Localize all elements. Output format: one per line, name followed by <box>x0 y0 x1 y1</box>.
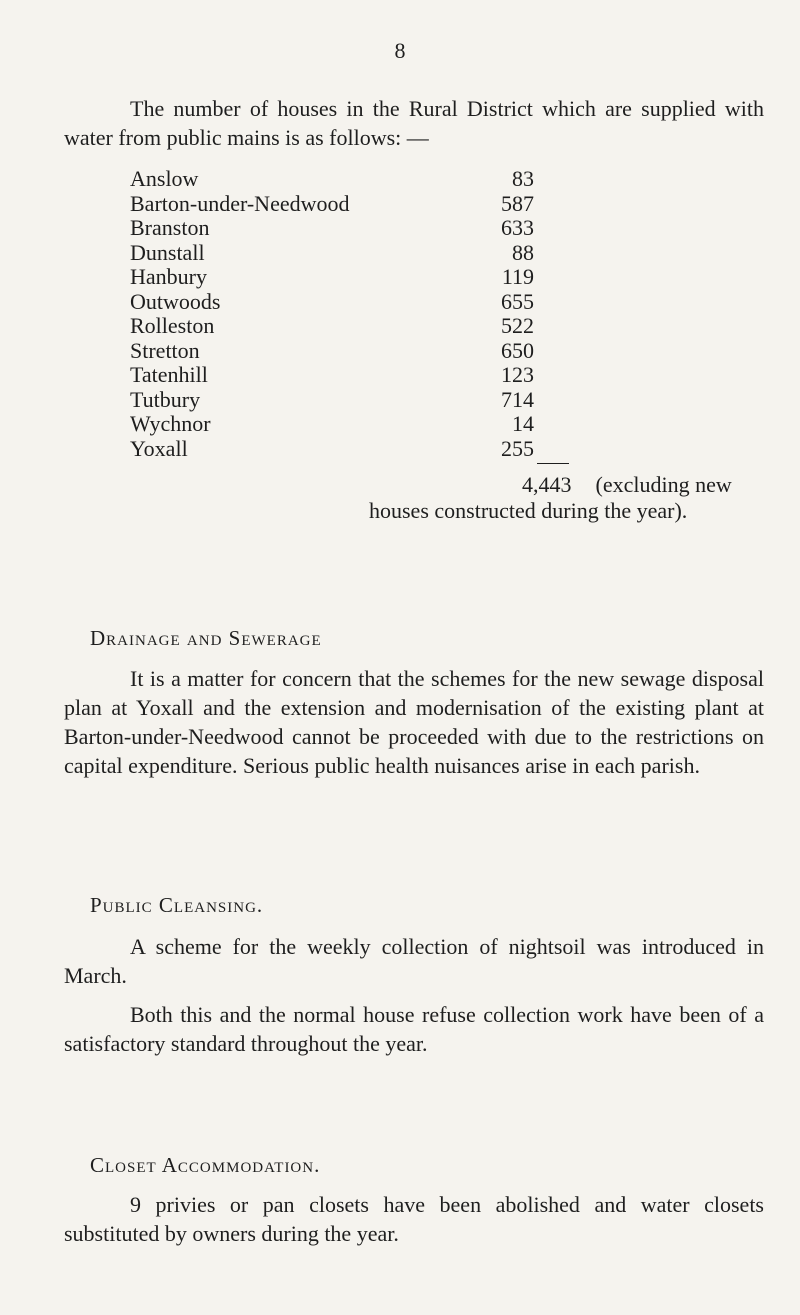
house-count: 650 <box>501 337 534 363</box>
house-count: 255 <box>501 435 534 461</box>
intro-paragraph: The number of houses in the Rural District which are supplied with water from public mains is as follows: — <box>64 96 764 150</box>
house-count: 655 <box>501 288 534 314</box>
parish-name: Rolleston <box>130 313 215 338</box>
house-count: 587 <box>501 190 534 216</box>
table-row <box>130 290 610 315</box>
table-row <box>130 216 610 241</box>
page-number: 8 <box>394 38 406 63</box>
parish-name: Outwoods <box>130 288 221 314</box>
parish-name: Anslow <box>130 166 199 191</box>
water-supply-table <box>130 167 610 461</box>
table-row <box>130 339 610 364</box>
house-count: 633 <box>501 215 534 240</box>
public-cleansing-heading: Public Cleansing. <box>90 893 264 917</box>
total-rule <box>537 463 569 464</box>
total-note-continued: houses constructed during the year). <box>369 498 688 523</box>
table-row <box>130 437 610 462</box>
parish-name: Yoxall <box>130 435 188 461</box>
house-count: 714 <box>501 386 534 412</box>
cleansing-paragraph-1: A scheme for the weekly collection of nightsoil was introduced in March. <box>64 934 764 988</box>
parish-name: Stretton <box>130 337 200 363</box>
table-row <box>130 265 610 290</box>
house-count: 83 <box>512 166 534 191</box>
total-note: (excluding new <box>595 472 732 497</box>
parish-name: Tatenhill <box>130 362 208 387</box>
drainage-paragraph: It is a matter for concern that the schemes for the new sewage disposal plan at Yoxall and the extension and modernisation of the existing plant at Barton-under-Needwood cannot be proceeded with due to the restrictions on capital expenditure. Serious public health nuisances arise in each parish. <box>64 666 764 778</box>
parish-name: Tutbury <box>130 386 201 412</box>
parish-name: Barton-under-Needwood <box>130 190 350 216</box>
house-count: 522 <box>501 313 534 338</box>
table-row <box>130 388 610 413</box>
table-row <box>130 412 610 437</box>
table-row <box>130 314 610 339</box>
closet-accommodation-heading: Closet Accommodation. <box>90 1153 321 1177</box>
house-count: 88 <box>512 239 534 265</box>
parish-name: Hanbury <box>130 264 207 289</box>
total-line <box>522 472 732 498</box>
parish-name: Branston <box>130 215 210 240</box>
house-count: 14 <box>512 411 534 436</box>
house-count: 123 <box>501 362 534 387</box>
table-row <box>130 241 610 266</box>
parish-name: Wychnor <box>130 411 211 436</box>
cleansing-paragraph-2: Both this and the normal house refuse collection work have been of a satisfactory standard throughout the year. <box>64 1002 764 1056</box>
drainage-heading: Drainage and Sewerage <box>90 626 322 650</box>
parish-name: Dunstall <box>130 239 205 265</box>
house-count: 119 <box>501 264 534 289</box>
closet-paragraph: 9 privies or pan closets have been abolished and water closets substituted by owners during the year. <box>64 1192 764 1246</box>
table-row <box>130 363 610 388</box>
table-row <box>130 192 610 217</box>
total-value: 4,443 <box>522 472 572 497</box>
table-row <box>130 167 610 192</box>
